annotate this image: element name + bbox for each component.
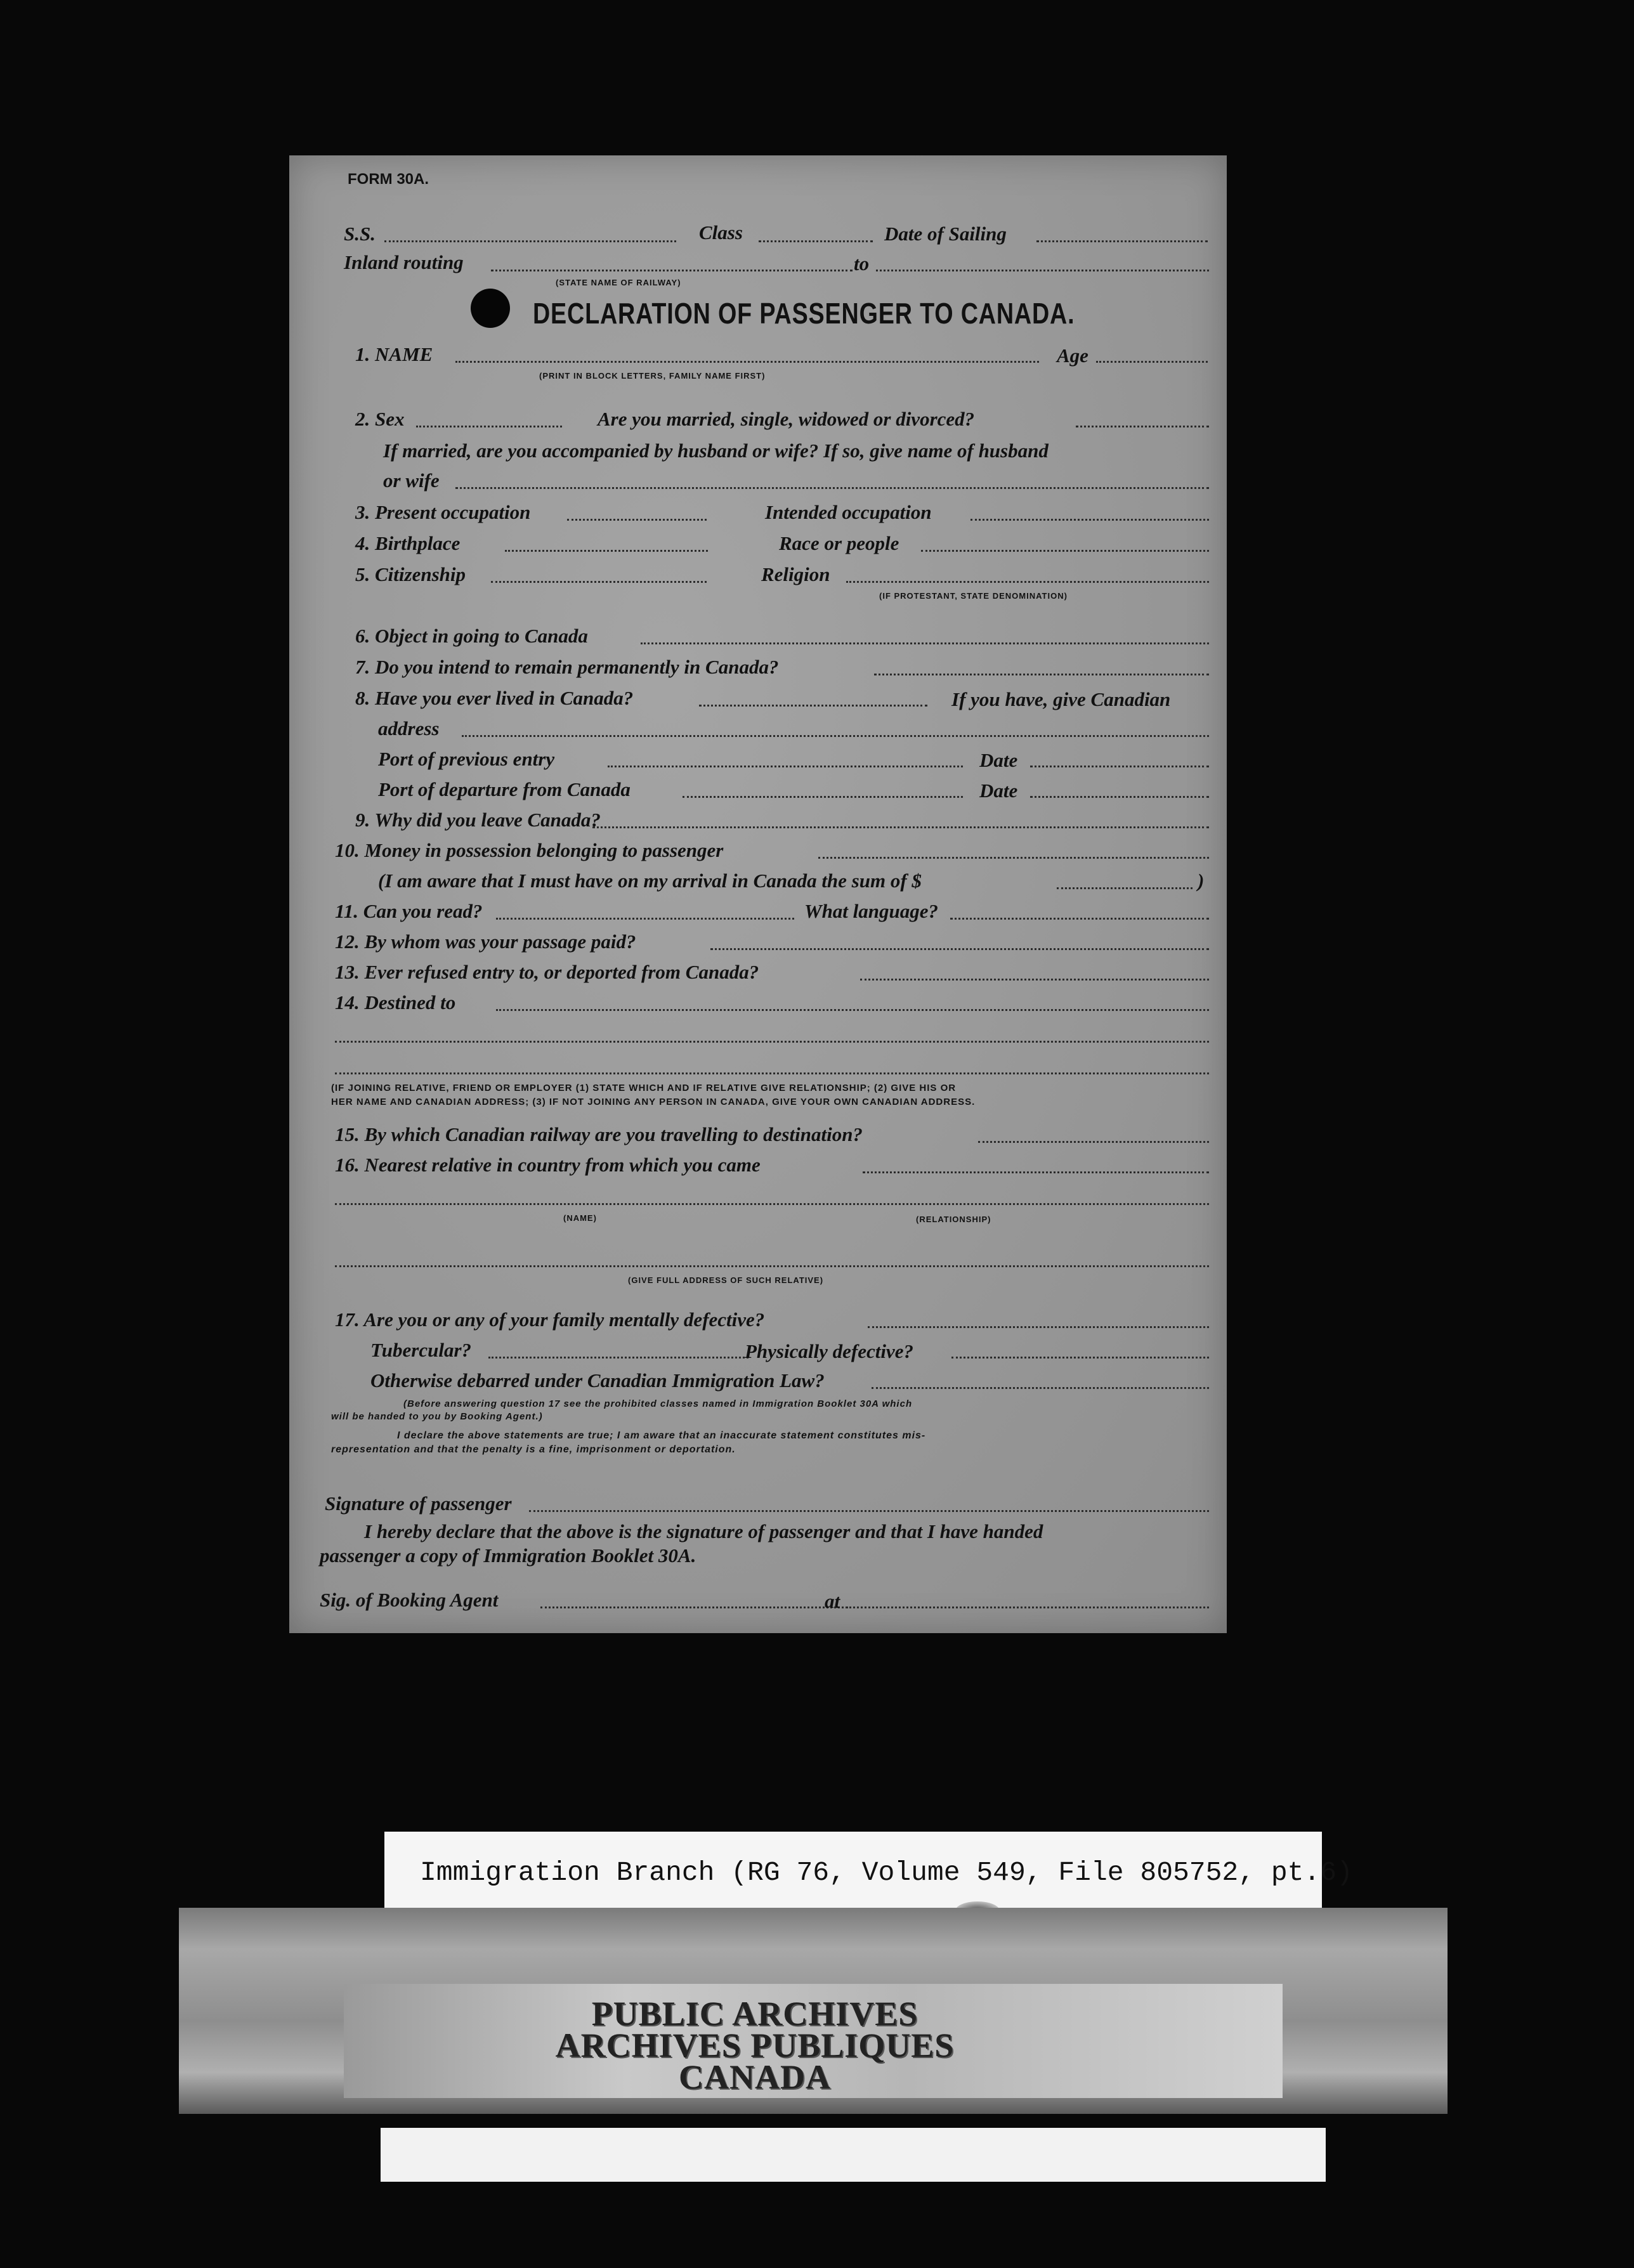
read-field[interactable] — [496, 918, 794, 920]
q14-destined-label: 14. Destined to — [335, 991, 456, 1013]
date-of-sailing-label: Date of Sailing — [884, 223, 1007, 245]
physically-defective-field[interactable] — [951, 1357, 1209, 1359]
relative-field[interactable] — [863, 1171, 1209, 1173]
marital-status-field[interactable] — [1076, 426, 1209, 427]
debarred-field[interactable] — [872, 1387, 1209, 1389]
departure-date-label: Date — [979, 779, 1018, 802]
q1-name-label: 1. NAME — [355, 343, 433, 365]
to-label: to — [854, 252, 870, 275]
spouse-name-field[interactable] — [455, 487, 1209, 489]
marital-status-label: Are you married, single, widowed or divorced? — [598, 408, 975, 430]
q11-read-label: 11. Can you read? — [335, 900, 483, 922]
destined-field-3[interactable] — [335, 1072, 1209, 1074]
intended-occupation-label: Intended occupation — [765, 501, 932, 523]
entry-date-label: Date — [979, 749, 1018, 771]
canadian-address-field[interactable] — [462, 735, 1209, 737]
relative-name-note: (NAME) — [563, 1213, 597, 1223]
q2-sex-label: 2. Sex — [355, 408, 405, 430]
to-field[interactable] — [876, 270, 1209, 271]
sex-field[interactable] — [416, 426, 562, 427]
q7-remain-label: 7. Do you intend to remain permanently in Canada? — [355, 656, 779, 678]
intended-occupation-field[interactable] — [971, 519, 1209, 521]
destined-field-2[interactable] — [335, 1041, 1209, 1043]
destined-note-1: (IF JOINING RELATIVE, FRIEND OR EMPLOYER (1) STATE WHICH AND IF RELATIVE GIVE RELATIONSHIP; (2) GIVE HIS OR — [331, 1083, 957, 1093]
form-number: FORM 30A. — [348, 171, 429, 188]
age-label: Age — [1057, 344, 1088, 367]
railway-note: (STATE NAME OF RAILWAY) — [556, 278, 681, 287]
passage-field[interactable] — [710, 948, 1209, 950]
name-field[interactable] — [455, 361, 1039, 363]
q8-lived-label: 8. Have you ever lived in Canada? — [355, 687, 634, 709]
class-field[interactable] — [759, 240, 873, 242]
debarred-label: Otherwise debarred under Canadian Immigration Law? — [370, 1369, 825, 1391]
sum-field[interactable] — [1057, 887, 1193, 889]
lived-field[interactable] — [699, 705, 927, 707]
q5-citizenship-label: 5. Citizenship — [355, 563, 466, 585]
port-departure-field[interactable] — [683, 796, 963, 798]
relative-address-note: (GIVE FULL ADDRESS OF SUCH RELATIVE) — [628, 1275, 824, 1285]
archive-reference: Immigration Branch (RG 76, Volume 549, File 805752, pt.6) — [420, 1857, 1353, 1888]
q10-money-label: 10. Money in possession belonging to passenger — [335, 839, 724, 861]
signature-field[interactable] — [529, 1510, 1209, 1512]
q9-why-leave-label: 9. Why did you leave Canada? — [355, 809, 601, 831]
agent-declaration-line-2: passenger a copy of Immigration Booklet 30A. — [320, 1544, 696, 1567]
language-field[interactable] — [950, 918, 1209, 920]
aware-sum-close: ) — [1198, 870, 1205, 892]
entry-date-field[interactable] — [1030, 766, 1209, 767]
language-label: What language? — [804, 900, 939, 922]
public-archives-stamp — [444, 1995, 1066, 2096]
relative-address-field[interactable] — [335, 1265, 1209, 1267]
bottom-label-strip — [381, 2128, 1326, 2182]
remain-field[interactable] — [874, 674, 1209, 675]
race-label: Race or people — [779, 532, 899, 554]
aware-sum-label: (I am aware that I must have on my arrival in Canada the sum of $ — [378, 870, 922, 892]
relationship-note: (RELATIONSHIP) — [916, 1215, 991, 1224]
q12-passage-label: 12. By whom was your passage paid? — [335, 930, 636, 953]
q3-present-occupation-label: 3. Present occupation — [355, 501, 531, 523]
port-entry-label: Port of previous entry — [378, 748, 555, 770]
ss-field[interactable] — [384, 240, 676, 242]
q15-railway-label: 15. By which Canadian railway are you travelling to destination? — [335, 1123, 863, 1145]
money-field[interactable] — [818, 857, 1209, 859]
q17-note-1: (Before answering question 17 see the prohibited classes named in Immigration Booklet 30A which — [403, 1398, 913, 1409]
booking-agent-field[interactable] — [540, 1606, 851, 1608]
form-title: DECLARATION OF PASSENGER TO CANADA. — [533, 297, 1075, 330]
inland-routing-label: Inland routing — [344, 251, 464, 273]
stamp-line-1: PUBLIC ARCHIVES — [591, 1995, 918, 2033]
destined-note-2: HER NAME AND CANADIAN ADDRESS; (3) IF NOT JOINING ANY PERSON IN CANADA, GIVE YOUR OWN CANADIAN ADDRESS. — [331, 1097, 976, 1107]
bullet-dot-icon — [471, 289, 510, 328]
stamp-line-3: CANADA — [679, 2058, 831, 2096]
class-label: Class — [699, 221, 743, 244]
date-of-sailing-field[interactable] — [1036, 240, 1208, 242]
destined-field[interactable] — [496, 1009, 1209, 1011]
refused-field[interactable] — [860, 979, 1209, 981]
physically-defective-label: Physically defective? — [745, 1340, 913, 1362]
departure-date-field[interactable] — [1030, 796, 1209, 798]
railway-field[interactable] — [978, 1141, 1209, 1143]
booking-agent-label: Sig. of Booking Agent — [320, 1589, 499, 1611]
passenger-declaration-form — [289, 155, 1227, 1633]
at-field[interactable] — [846, 1606, 1209, 1608]
port-departure-label: Port of departure from Canada — [378, 778, 631, 800]
address-label: address — [378, 717, 440, 740]
why-leave-field[interactable] — [592, 826, 1209, 828]
race-field[interactable] — [921, 550, 1209, 552]
age-field[interactable] — [1096, 361, 1208, 363]
signature-label: Signature of passenger — [325, 1492, 512, 1515]
religion-note: (IF PROTESTANT, STATE DENOMINATION) — [879, 591, 1068, 601]
q16-relative-label: 16. Nearest relative in country from which you came — [335, 1154, 761, 1176]
q17-note-2: will be handed to you by Booking Agent.) — [331, 1411, 543, 1422]
or-wife-label: or wife — [383, 469, 440, 492]
inland-routing-field[interactable] — [491, 270, 853, 271]
tubercular-field[interactable] — [488, 1357, 748, 1359]
birthplace-field[interactable] — [505, 550, 708, 552]
q17-defective-label: 17. Are you or any of your family mentally defective? — [335, 1308, 765, 1331]
accompanied-label: If married, are you accompanied by husband or wife? If so, give name of husband — [383, 440, 1049, 462]
present-occupation-field[interactable] — [567, 519, 707, 521]
religion-field[interactable] — [846, 581, 1209, 583]
tubercular-label: Tubercular? — [370, 1339, 472, 1361]
defective-field[interactable] — [868, 1326, 1209, 1328]
q4-birthplace-label: 4. Birthplace — [355, 532, 461, 554]
name-note: (PRINT IN BLOCK LETTERS, FAMILY NAME FIRST) — [539, 371, 766, 381]
declaration-line-1: I declare the above statements are true; I am aware that an inaccurate statement constitutes mis- — [397, 1430, 926, 1441]
declaration-line-2: representation and that the penalty is a fine, imprisonment or deportation. — [331, 1444, 736, 1455]
religion-label: Religion — [761, 563, 830, 585]
relative-name-field[interactable] — [335, 1203, 1209, 1205]
q13-refused-label: 13. Ever refused entry to, or deported from Canada? — [335, 961, 759, 983]
stamp-line-2: ARCHIVES PUBLIQUES — [555, 2026, 955, 2064]
at-label: at — [825, 1590, 840, 1612]
object-field[interactable] — [641, 642, 1209, 644]
if-you-have-label: If you have, give Canadian — [951, 688, 1171, 710]
port-entry-field[interactable] — [608, 766, 963, 767]
q6-object-label: 6. Object in going to Canada — [355, 625, 588, 647]
agent-declaration-line-1: I hereby declare that the above is the signature of passenger and that I have handed — [364, 1520, 1043, 1542]
ss-label: S.S. — [344, 223, 376, 245]
citizenship-field[interactable] — [491, 581, 707, 583]
